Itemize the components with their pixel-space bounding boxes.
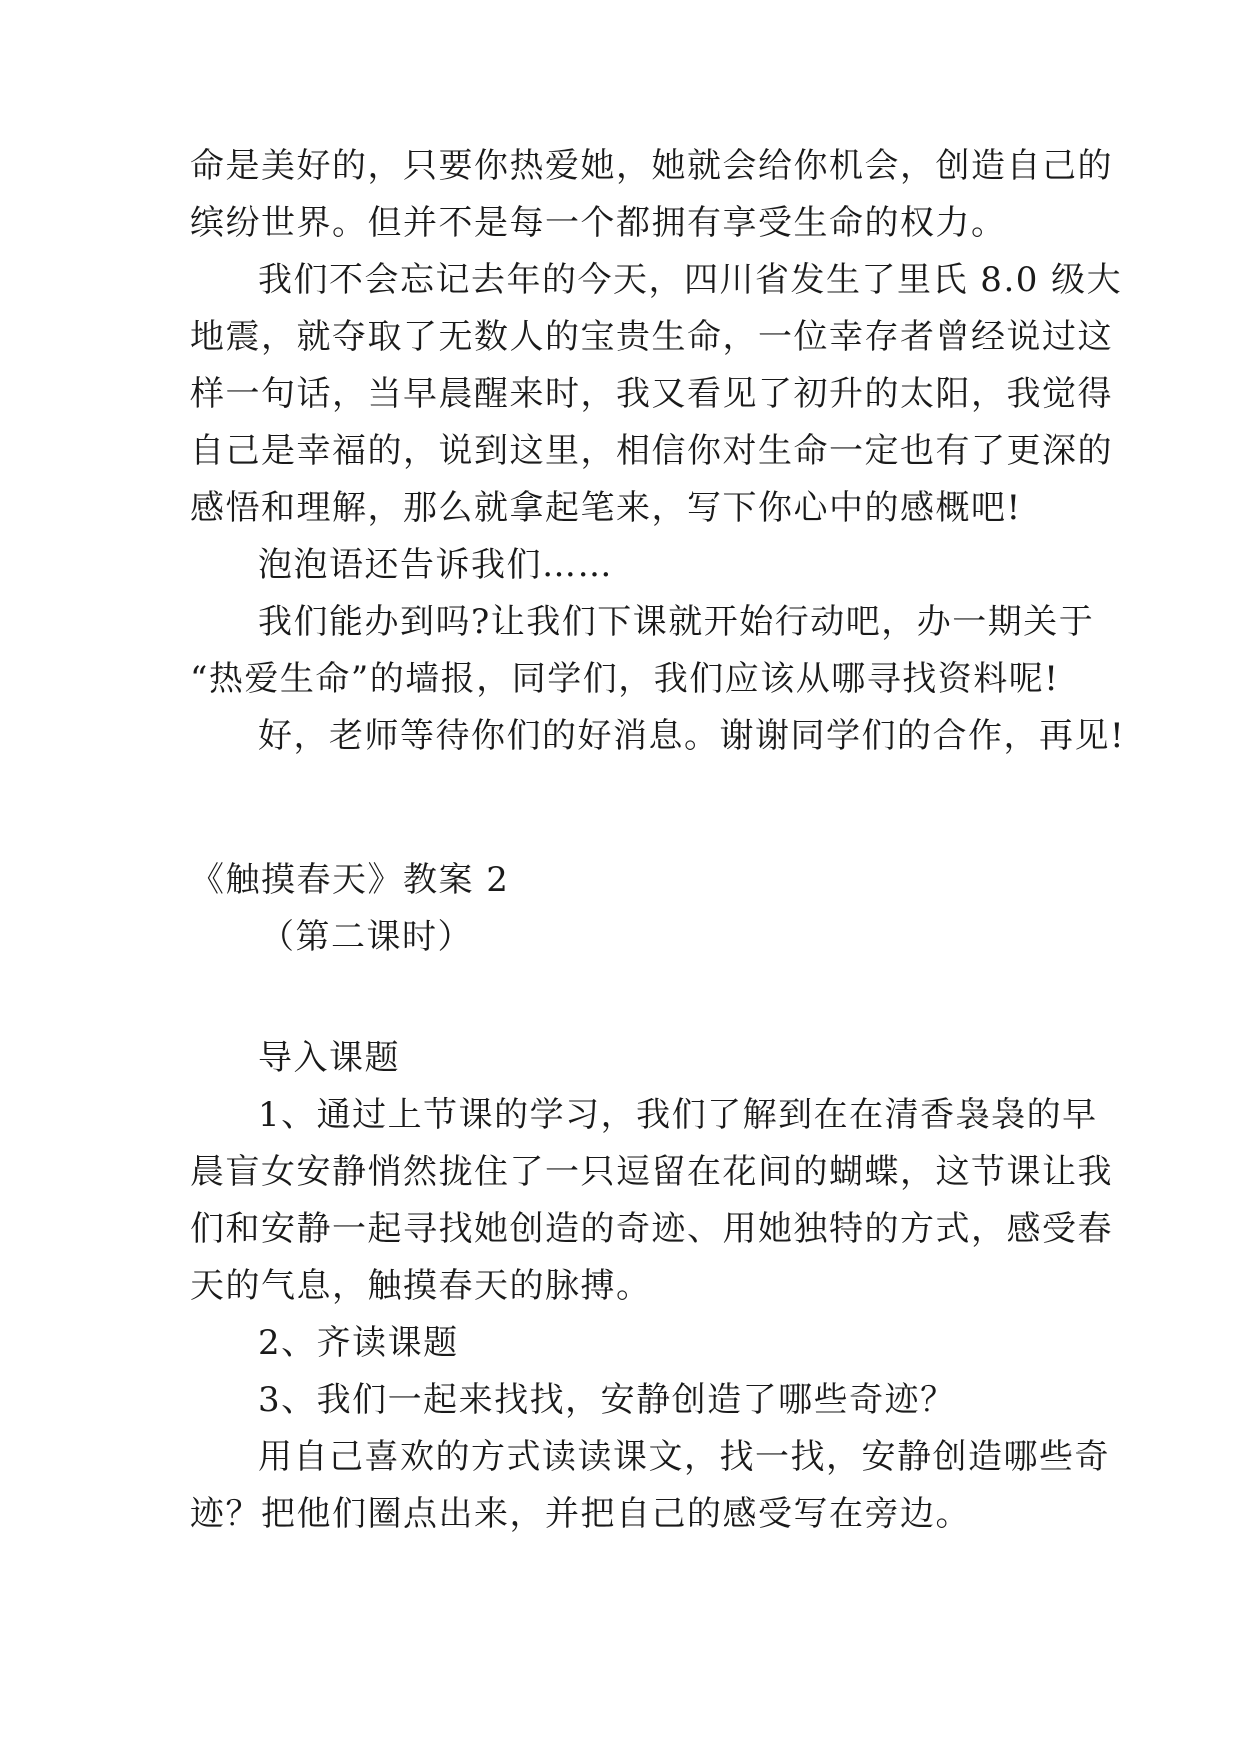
paragraph-line: 感悟和理解，那么就拿起笔来，写下你心中的感概吧!: [190, 488, 1022, 528]
paragraph-line: 1、通过上节课的学习，我们了解到在在清香袅袅的早: [258, 1095, 1098, 1135]
paragraph-line: 晨盲女安静悄然拢住了一只逗留在花间的蝴蝶，这节课让我: [190, 1152, 1113, 1192]
paragraph-line: 用自己喜欢的方式读读课文，找一找，安静创造哪些奇: [258, 1437, 1110, 1477]
paragraph-line: 迹？把他们圈点出来，并把自己的感受写在旁边。: [190, 1494, 971, 1534]
paragraph-line: 天的气息，触摸春天的脉搏。: [190, 1266, 652, 1306]
paragraph-line: 我们能办到吗?让我们下课就开始行动吧，办一期关于: [258, 602, 1095, 642]
paragraph-line: “热爱生命”的墙报，同学们，我们应该从哪寻找资料呢!: [190, 659, 1060, 699]
paragraph-line: 们和安静一起寻找她创造的奇迹、用她独特的方式，感受春: [190, 1209, 1113, 1249]
paragraph-line: 泡泡语还告诉我们……: [258, 545, 613, 585]
paragraph-line: 2、齐读课题: [258, 1323, 459, 1363]
paragraph-line: 好，老师等待你们的好消息。谢谢同学们的合作，再见!: [258, 716, 1126, 756]
paragraph-line: 样一句话，当早晨醒来时，我又看见了初升的太阳，我觉得: [190, 374, 1113, 414]
paragraph-line: 地震，就夺取了无数人的宝贵生命，一位幸存者曾经说过这: [190, 317, 1113, 357]
paragraph-line: 命是美好的，只要你热爱她，她就会给你机会，创造自己的: [190, 146, 1113, 186]
section-title: 《触摸春天》教案 2: [190, 860, 510, 900]
paragraph-line: 我们不会忘记去年的今天，四川省发生了里氏 8.0 级大: [258, 260, 1123, 300]
section-subtitle: （第二课时）: [260, 917, 473, 957]
section-heading: 导入课题: [258, 1038, 400, 1078]
paragraph-line: 缤纷世界。但并不是每一个都拥有享受生命的权力。: [190, 203, 1007, 243]
paragraph-line: 3、我们一起来找找，安静创造了哪些奇迹？: [258, 1380, 956, 1420]
paragraph-line: 自己是幸福的，说到这里，相信你对生命一定也有了更深的: [190, 431, 1113, 471]
